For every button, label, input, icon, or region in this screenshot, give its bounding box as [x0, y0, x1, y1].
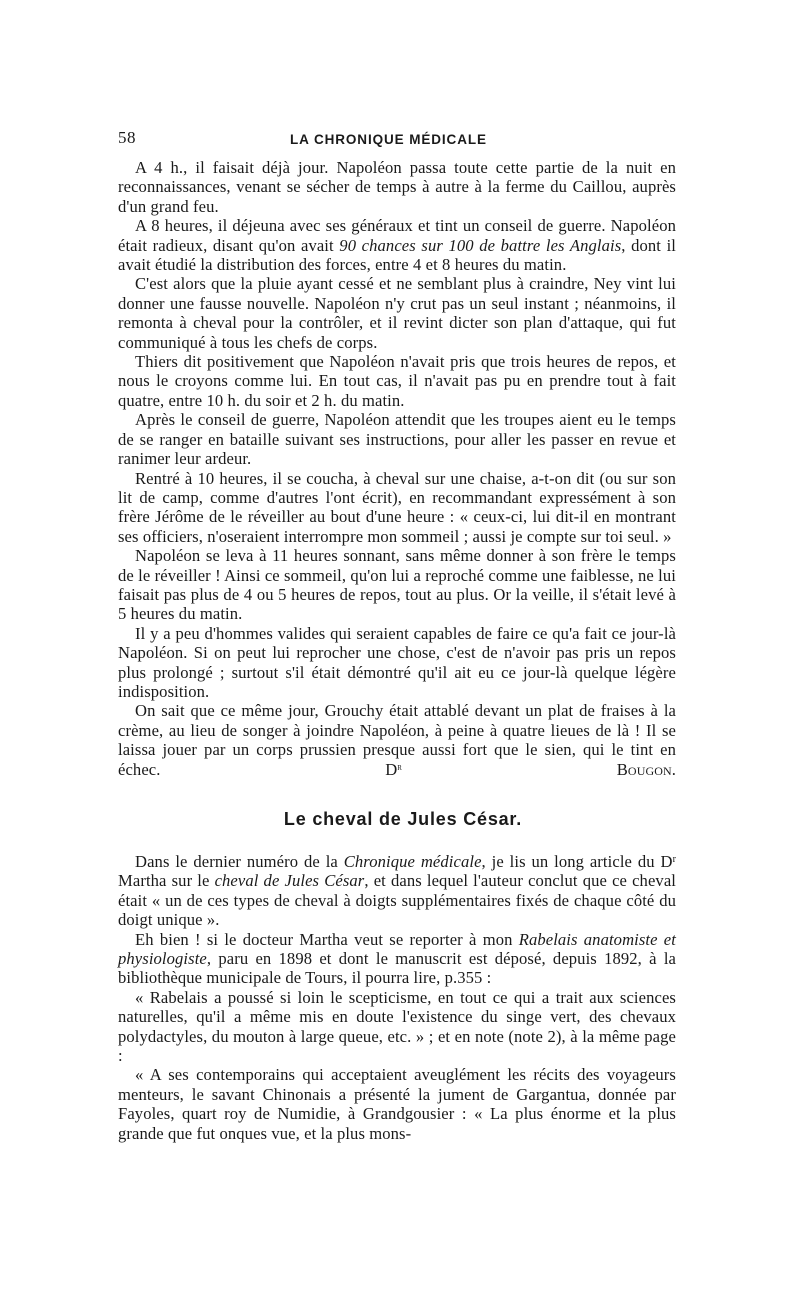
article-body [118, 158, 676, 701]
text-run: Martha sur le [118, 871, 215, 891]
article-cheval [118, 809, 676, 1143]
text-run: Il y a peu d'hommes valides qui seraient capables de faire ce qu'a fait ce jour-là Napoléon. Si on peut lui reprocher une chose, c'est de n'avoir pas pris un repos plus prolongé ; surtout s'il était démontré qu'il ait eu ce jour-là quelque légère indisposition. [118, 623, 676, 701]
paragraph [118, 410, 676, 468]
paragraph [118, 1065, 676, 1143]
text-run: , et dans lequel l'auteur conclut que ce cheval était « un de ces types de cheval à doigts supplémentaires fixés de chaque côté du doigt unique ». [118, 871, 676, 930]
page [118, 126, 676, 1143]
superscript: r [672, 854, 676, 865]
italic-text: Chronique médicale [343, 852, 482, 871]
journal-title: LA CHRONIQUE MÉDICALE [290, 132, 487, 147]
text-run: , je lis un long article du D [481, 852, 673, 871]
text-run: A 4 h., il faisait déjà jour. Napoléon passa toute cette partie de la nuit en reconnaissances, venant se sécher de temps à autre à la ferme du Caillou, auprès d'un grand feu. [118, 158, 676, 216]
paragraph [118, 930, 676, 988]
text-run: , dont il avait étudié la distribution des forces, entre 4 et 8 heures du matin. [118, 235, 676, 275]
paragraph [118, 624, 676, 702]
text-run: Thiers dit positivement que Napoléon n'avait pris que trois heures de repos, et nous le croyons comme lui. En tout cas, il n'avait pas pu en prendre tout à fait quatre, entre 10 h. du soir et 2 h. du matin. [118, 352, 676, 410]
closing-paragraph [118, 701, 676, 779]
paragraph [118, 852, 676, 930]
author-signature: $D^r$ Bougon. [385, 759, 677, 779]
text-run: C'est alors que la pluie ayant cessé et ne semblant plus à craindre, Ney vint lui donner une fausse nouvelle. Napoléon n'y crut pas un seul instant ; néanmoins, il remonta à cheval pour la contrôler, et il revint dicter son plan d'attaque, qui fut communiqué à tous les chefs de corps. [118, 274, 676, 352]
text-run: Dans le dernier numéro de la [135, 852, 344, 871]
article-waterloo [118, 158, 676, 779]
text-run: « A ses contemporains qui acceptaient aveuglément les récits des voyageurs menteurs, le savant Chinonais a présenté la jument de Gargantua, donnée par Fayoles, quart roy de Numidie, à Grandgousier : « La plus énorme et la plus grande que fut onques vue, et la plus mons- [118, 1065, 676, 1143]
running-header [118, 126, 676, 158]
text-run: A 8 heures, il déjeuna avec ses généraux et tint un conseil de guerre. Napoléon était radieux, disant qu'on avait [118, 216, 676, 255]
italic-text: 90 chances sur 100 de battre les Anglais [339, 235, 622, 255]
page-number: 58 [118, 128, 136, 147]
paragraph [118, 274, 676, 352]
section-title: Le cheval de Jules César. [283, 809, 523, 829]
italic-text: Rabelais anatomiste et physiologiste [118, 929, 676, 969]
text-run: Napoléon se leva à 11 heures sonnant, sans même donner à son frère le temps de le réveiller ! Ainsi ce sommeil, qu'on lui a reproché comme une faiblesse, ne lui faisait pas plus de 4 ou 5 heures de repos, tout au plus. Or la veille, il s'était levé à 5 heures du matin. [118, 546, 676, 624]
paragraph [118, 469, 676, 547]
paragraph [118, 546, 676, 624]
text-run: « Rabelais a poussé si loin le scepticisme, en tout ce qui a trait aux sciences naturelles, qu'il a même mis en doute l'existence du singe vert, des chevaux polydactyles, du mouton à large queue, etc. » ; et en note (note 2), à la même page : [118, 987, 676, 1066]
article-body [118, 852, 676, 1143]
closing-text: On sait que ce même jour, Grouchy était attablé devant un plat de fraises à la crème, au lieu de songer à joindre Napoléon, à peine à quatre lieues de là ! Il se laissa jouer par un corps prussien presque aussi fort que le sien, qui le tint en échec. [118, 701, 676, 779]
text-run: Eh bien ! si le docteur Martha veut se reporter à mon [135, 929, 519, 949]
text-run: Rentré à 10 heures, il se coucha, à cheval sur une chaise, a-t-on dit (ou sur son lit de camp, comme d'autres l'ont écrit), en recommandant expressément à son frère Jérôme de le réveiller au bout d'une heure : « ceux-ci, lui dit-il en montrant ses officiers, n'oseraient interrompre mon sommeil ; aussi je compte sur toi seul. » [118, 468, 676, 546]
text-run: , paru en 1898 et dont le manuscrit est déposé, depuis 1892, à la bibliothèque municipale de Tours, il pourra lire, p.355 : [118, 949, 676, 988]
paragraph [118, 158, 676, 216]
paragraph [118, 352, 676, 410]
paragraph [118, 988, 676, 1066]
italic-text: cheval de Jules César [214, 871, 365, 891]
paragraph [118, 216, 676, 274]
text-run: Après le conseil de guerre, Napoléon attendit que les troupes aient eu le temps de se ranger en bataille suivant ses instructions, pour aller les passer en revue et ranimer leur ardeur. [118, 410, 676, 469]
